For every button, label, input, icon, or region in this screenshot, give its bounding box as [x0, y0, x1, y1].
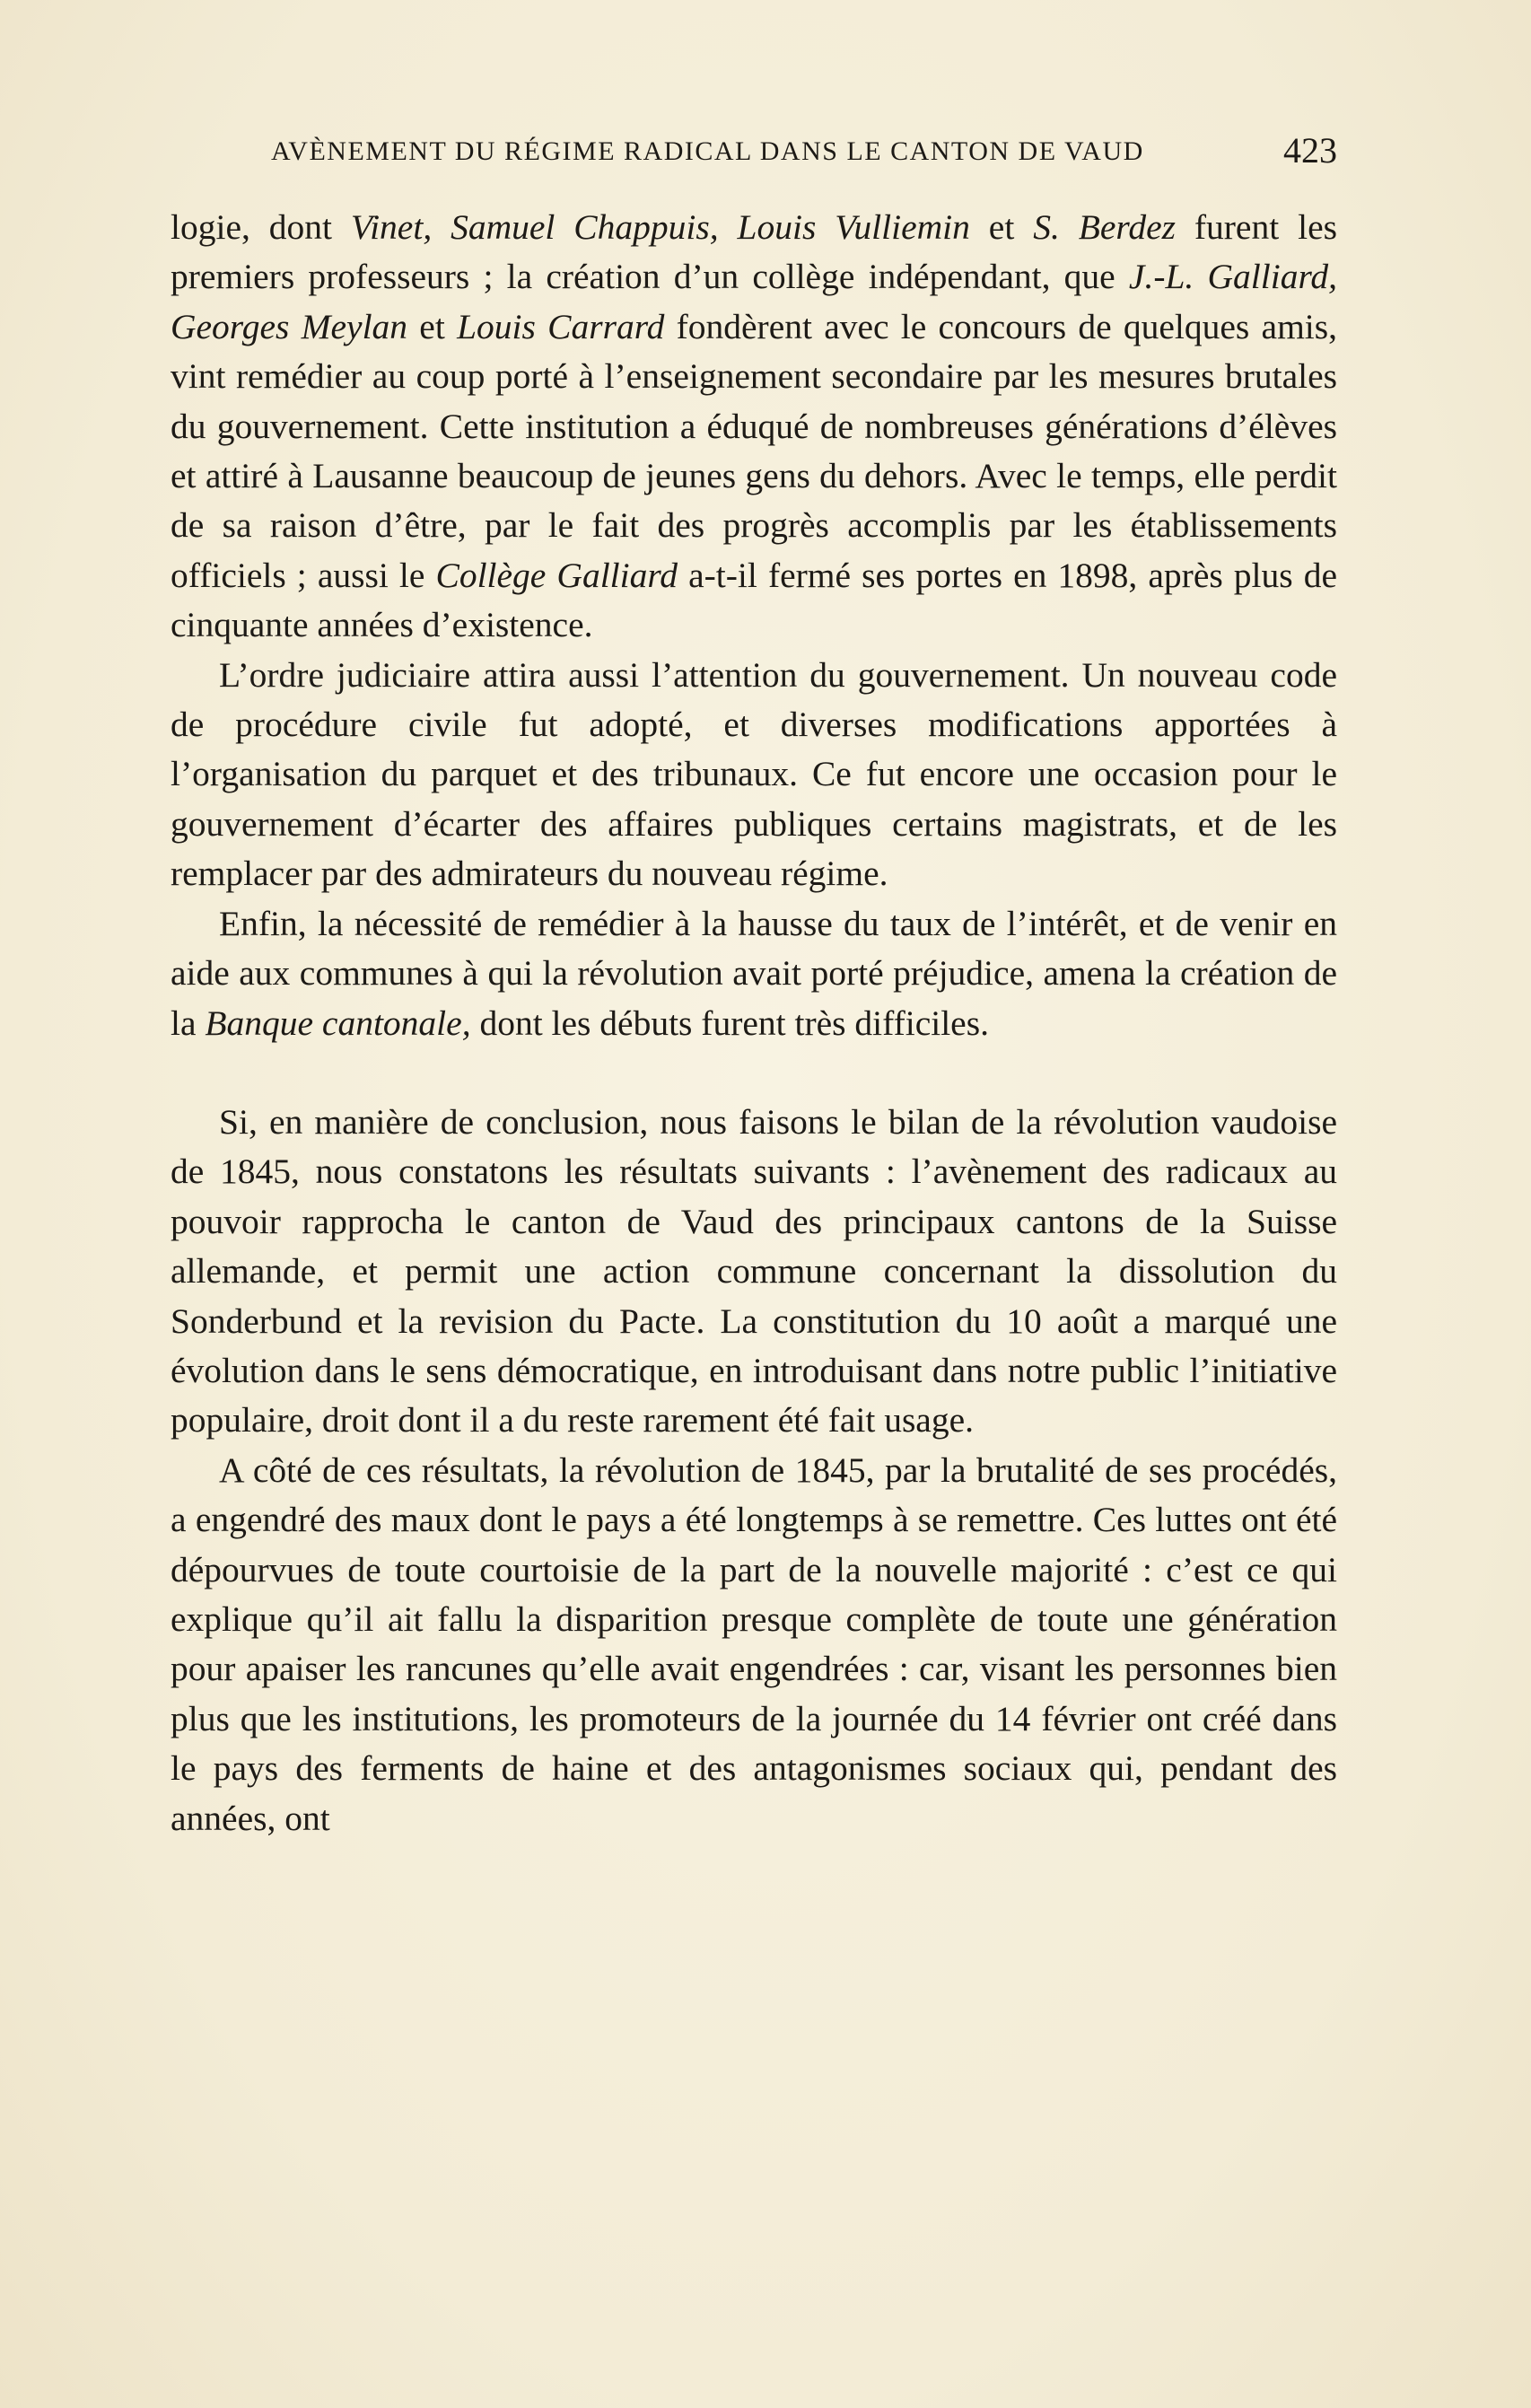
text-segment: L’ordre judiciaire attira aussi l’attention du gouvernement. Un nouveau code de procédure civile fut adopté, et diverses modifications apportées à l’organisation du parquet et des tribunaux. Ce fut encore une occasion pour le gouvernement d’écarter des affaires publiques certains magistrats, et de les remplacer par des admirateurs du nouveau régime.	[171, 654, 1337, 894]
paragraph	[171, 899, 1337, 1048]
italic-names: J.-L. Galliard, Georges Meylan	[171, 257, 1337, 346]
text-segment: a-t-il fermé ses portes en 1898, après plus de cinquante années d’existence.	[171, 555, 1337, 645]
body-text	[171, 203, 1337, 1843]
text-segment: A côté de ces résultats, la révolution de 1845, par la brutalité de ses procédés, a engendré des maux dont le pays a été longtemps à se remettre. Ces luttes ont été dépourvues de toute courtoisie de la part de la nouvelle majorité : c’est ce qui explique qu’il ait fallu la disparition presque complète de toute une génération pour apaiser les rancunes qu’elle avait engendrées : car, visant les personnes bien plus que les institutions, les promoteurs de la journée du 14 février ont créé dans le pays des ferments de haine et des antagonismes sociaux qui, pendant des années, ont	[171, 1449, 1337, 1838]
book-page	[171, 126, 1337, 1843]
text-segment: fondèrent avec le concours de quelques amis, vint remédier au coup porté à l’enseignement secondaire par les mesures brutales du gouvernement. Cette institution a éduqué de nombreuses générations d’élèves et attiré à Lausanne beaucoup de jeunes gens du dehors. Avec le temps, elle perdit de sa raison d’être, par le fait des progrès accomplis par les établissements officiels ; aussi le	[171, 306, 1338, 595]
italic-institution: Banque cantonale,	[205, 1003, 471, 1043]
text-segment: dont les débuts furent très difficiles.	[470, 1003, 989, 1043]
paragraph	[171, 651, 1337, 899]
italic-name: Louis Carrard	[457, 306, 665, 346]
italic-name: S. Berdez	[1033, 207, 1176, 247]
text-segment: Enfin, la nécessité de remédier à la hausse du taux de l’intérêt, et de venir en aide aux communes à qui la révolution avait porté préjudice, amena la création de la	[171, 903, 1337, 1043]
text-segment: logie, dont	[171, 207, 351, 247]
italic-institution: Collège Galliard	[435, 555, 678, 595]
text-segment: furent les premiers professeurs ; la création d’un collège indépendant, que	[171, 207, 1337, 297]
italic-names: Vinet, Samuel Chappuis, Louis Vulliemin	[350, 207, 970, 247]
paragraph	[171, 1098, 1337, 1446]
text-segment: et	[407, 306, 458, 346]
text-segment: Si, en manière de conclusion, nous faisons le bilan de la révolution vaudoise de 1845, nous constatons les résultats suivants : l’avènement des radicaux au pouvoir rapprocha le canton de Vaud des principaux cantons de la Suisse allemande, et permit une action commune concernant la dissolution du Sonderbund et la revision du Pacte. La constitution du 10 août a marqué une évolution dans le sens démocratique, en introduisant dans notre public l’initiative populaire, droit dont il a du reste rarement été fait usage.	[171, 1101, 1337, 1440]
page-number: 423	[1283, 130, 1337, 171]
running-title: AVÈNEMENT DU RÉGIME RADICAL DANS LE CANTON DE VAUD	[271, 136, 1144, 166]
paragraph	[171, 203, 1337, 651]
running-head	[171, 126, 1337, 180]
text-segment: et	[969, 207, 1034, 247]
paragraph	[171, 1446, 1337, 1843]
